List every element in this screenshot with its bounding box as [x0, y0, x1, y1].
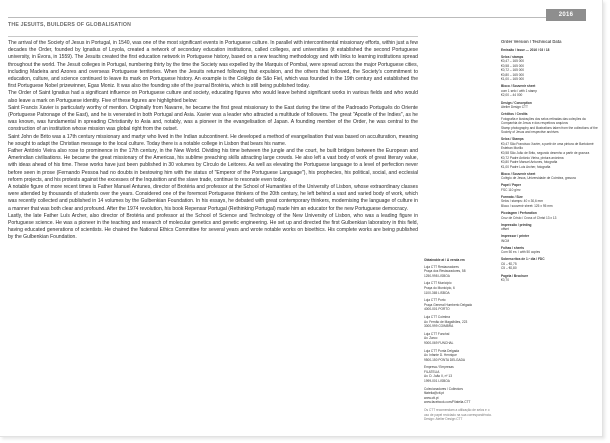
- main-article-text: [8, 40, 418, 435]
- body-paragraph: Saint John de Brito was a 17th century missionary and martyr who lived in the Indian subcontinent. He developed a method of evangelisation that was based on acculturation, meaning he sought to adapt the Christian message to the local culture. Today there is a notable college in Lisbon that bears his name.: [8, 133, 418, 147]
- contact-line: Av. Infante D. Henrique: [424, 353, 457, 358]
- technical-data-line: €0,47 São Francisco Xavier, a partir de uma pintura de Bartolomé Esteban Murillo: [501, 141, 594, 151]
- contact-block: [424, 387, 494, 405]
- technical-data-label: Selos / Stamps: [501, 137, 524, 142]
- technical-data-label: Impressão / printing: [501, 222, 532, 227]
- technical-data-line: Atelier Design CTT: [501, 105, 528, 110]
- contact-footer: Os CTT recomendam a utilização de selos e o uso de papel reciclado na sua correspondência. Design: Atelier Design CTT: [424, 408, 492, 422]
- body-paragraph: Saint Francis Xavier is particularly worthy of mention. Originally from Navarre, he became the first great missionary to the East during the time of the Padroado Português do Oriente (Portuguese Patronage of the East), and he is venerated in both Portugal and Asia. Xavier was a leader who attracted a multitude of followers. The great "Apostle of the Indies", as he was known, was fundamental in spreading Christianity to Asia and, notably, was a pioneer in the evangelisation of Japan. A founding member of the Order, he was central to the construction of an institution whose mission was global right from the outset.: [8, 104, 418, 133]
- technical-data-line: offset: [501, 227, 509, 232]
- technical-data-line: FSC 110 g/m²: [501, 187, 521, 192]
- technical-data-label: Design / Conception: [501, 100, 532, 105]
- contact-line: Loja CTT Funchal: [424, 331, 450, 336]
- body-paragraph: Lastly, the late Father Luís Archer, also director of Brotéria and professor at the School of Science and Technology of the New University of Lisbon, who was a leading figure in Portuguese science. He was a pioneer in the teaching and research of molecular genetics and genetic engineering. He set up and directed the first Gulbenkian laboratory in this field, having educated generations of scientists. He chaired the National Ethics Committee for several years and wrote notable works on bioethics. His complete works are being published by the Gulbenkian Foundation.: [8, 212, 418, 241]
- contact-line: 9500-150 PONTA DELGADA: [424, 357, 466, 362]
- technical-data-label: Bloco / Souvenir sheet: [501, 171, 536, 176]
- contact-line: Praça General Humberto Delgado: [424, 302, 473, 307]
- contact-line: Praça do Município, 6: [424, 285, 455, 290]
- contact-line: Praça dos Restauradores, 58: [424, 269, 466, 274]
- contact-block: [424, 265, 494, 279]
- contact-line: 1100-365 LISBOA: [424, 290, 450, 295]
- technical-data-label: Créditos / Credits: [501, 112, 528, 117]
- technical-data-line: Bloco / souvenir sheet: 125 x 95 mm: [501, 203, 553, 208]
- technical-data-line: €0,72 – 165 000: [501, 68, 525, 73]
- contact-line: Colecionadores / Collectors: [424, 386, 463, 391]
- body-paragraph: The Order of Saint Ignatius had a significant influence on Portuguese culture and society, educating figures who would leave behind significant works in various fields and who would also leave a mark on Portuguese identity. Five of these figures are highlighted below:: [8, 90, 418, 104]
- technical-data-column: [501, 40, 599, 435]
- technical-data-line: C6 – €0,75: [501, 261, 517, 266]
- contact-line: FILATELIA: [424, 369, 440, 374]
- technical-data-line: €0,47 – 165 000: [501, 59, 525, 64]
- technical-data-label: Formato / Size: [501, 194, 523, 199]
- contact-line: Av. Fernão de Magalhães, 223: [424, 319, 468, 324]
- technical-data-line: €1,00 – 165 000: [501, 77, 525, 82]
- contact-line: 4000-001 PORTO: [424, 307, 450, 312]
- contact-title: Obtainable at / À venda em: [424, 258, 465, 262]
- technical-data-label: Bloco / Souvenir sheet: [501, 84, 536, 89]
- technical-data-label: Folhas / sheets: [501, 245, 525, 250]
- technical-data-line: Com 50 ex. / with 50 copies: [501, 250, 541, 255]
- contact-line: 1999-001 LISBOA: [424, 379, 450, 384]
- technical-data-line: Fotografia e ilustrações dos selos retiradas das coleções da Companhia de Jesus e dos respetivos arquivos: [501, 116, 586, 126]
- technical-data-line: €0,72 Padre António Vieira, pintura anónima: [501, 155, 564, 160]
- year-tab: 2016: [546, 9, 586, 21]
- technical-data-label: Impressor / printer: [501, 234, 530, 239]
- technical-data-line: Colégio de Jesus, Universidade de Coimbra, gravura: [501, 176, 576, 181]
- contact-line: Av. D. João II, nº 13: [424, 374, 452, 379]
- contact-line: Empresa / Empresas: [424, 365, 454, 370]
- technical-data-line: Stamp photography and illustrations taken from the collections of the Society of Jesus and respective archives: [501, 125, 598, 135]
- technical-data-line: €2,00 – 44 000: [501, 93, 523, 98]
- contact-block: [424, 298, 494, 312]
- technical-data-line: INCM: [501, 238, 510, 243]
- contact-line: filatelia@ctt.pt: [424, 391, 445, 396]
- technical-data-line: Cruz de Cristo / Cross of Christ 13 x 13: [501, 215, 557, 220]
- contact-line: Loja CTT Porto: [424, 298, 446, 303]
- technical-data-line: €0,58 – 165 000: [501, 63, 525, 68]
- contact-block: [424, 281, 494, 295]
- technical-data-label: Sobrescritos de 1.º dia / FDC: [501, 257, 545, 262]
- section-heading: THE JESUITS, BUILDERS OF GLOBALISATION: [8, 22, 132, 28]
- contact-line: Loja CTT Restauradores: [424, 264, 459, 269]
- technical-data-label: Papel / Paper: [501, 183, 522, 188]
- technical-data-line: €0,58 São João de Brito, segundo desenho a partir de gravura: [501, 150, 590, 155]
- contact-line: www.facebook.com/Filatelia.CTT: [424, 400, 471, 405]
- technical-data-line: €0,80 Padre Manuel Antunes, fotografia: [501, 160, 558, 165]
- contact-block: [424, 365, 494, 383]
- contact-column: [424, 258, 494, 433]
- technical-data-label: Pagela / Brochure: [501, 273, 529, 278]
- heading-rule: [8, 36, 418, 37]
- contact-line: Loja CTT Município: [424, 281, 452, 286]
- contact-line: 9000-069 FUNCHAL: [424, 340, 454, 345]
- body-paragraph: A notable figure of more recent times is Father Manuel Antunes, director of Brotéria and professor at the School of Humanities of the University of Lisbon, whose extraordinary classes were attended by thousands of students over the years. Considered one of the foremost Portuguese thinkers of the 20th century, he left behind a vast and varied body of work, which was recently collected and published in 14 volumes by the Gulbenkian Foundation. In his essays, he debated with great contemporary thinkers, modernising the language of culture in a manner that was both clear and profound. After the 1974 revolution, his book Repensar Portugal (Rethinking Portugal) made him an educator for the new Portuguese democracy.: [8, 184, 418, 212]
- body-paragraph: The arrival of the Society of Jesus in Portugal, in 1540, was one of the most significant events in Portuguese culture. In parallel with intercontinental missionary efforts, within just a few decades the Order, founded by Ignatius of Loyola, created a network of secondary education institutions, called colleges, and universities (it established the second Portuguese university, in Évora, in 1559). The Jesuits created the first education network in Portuguese history, based on a new teaching methodology and with links to learning institutions spread throughout the world. The Jesuit colleges in Portugal, numbering thirty by the time the Society was expelled by the Marquis of Pombal, were spread across the major Portuguese cities, including Madeira and Azores and overseas Portuguese territories. When the Jesuits returned following that expulsion, and the others that followed, the Society's commitment to education, culture, and science continued to leave its mark on Portuguese history. An example is the Colégio de São Fiel, which was founded in the 19th century and established the first Portuguese Nobel prizewinner, Egas Moniz. It was also the founding site of the journal Brotéria, which is still being published today.: [8, 40, 418, 90]
- technical-data-line: com 1 selo / with 1 stamp: [501, 88, 537, 93]
- technical-data-title: Order Version / Technical Data: [501, 40, 562, 44]
- top-rule: [8, 17, 586, 18]
- contact-line: Loja CTT Ponta Delgada: [424, 348, 460, 353]
- contact-line: 1250-998 LISBOA: [424, 273, 450, 278]
- contact-block: [424, 332, 494, 346]
- body-paragraph: Father António Vieira also rose to prominence in the 17th century, in the New World. Dividing his time between the jungle and the court, he built bridges between the European and Amerindian civilisations. He became the great missionary of the Americas, his sublime preaching skills attracting large crowds. He also left a vast body of work of great literary value, with ideas ahead of his time. These works have just been published in 30 volumes by Círculo de Leitores. As well as elevating the Portuguese language to a level of perfection never before seen in prose (Fernando Pessoa had no doubts in bestowing him with the status of "Emperor of the Portuguese Language"), his prophecies, his political, social, and ecclesial reform projects, and his protests against the excesses of the Inquisition and the slave trade, continue to resonate even today.: [8, 148, 418, 183]
- contact-line: 3000-999 COIMBRA: [424, 324, 454, 329]
- technical-data-label: Picotagem / Perforation: [501, 211, 537, 215]
- technical-data-line: C5 – €0,80: [501, 266, 517, 271]
- technical-data-label: Emissão / Issue — 2016 / 03 / 18: [501, 47, 550, 52]
- contact-block: [424, 349, 494, 363]
- technical-data-line: €0,70: [501, 278, 509, 283]
- contact-line: Av. Zarco: [424, 336, 438, 341]
- technical-data-line: Selos / stamps: 40 x 30,6 mm: [501, 199, 543, 204]
- technical-data-line: €0,80 – 165 000: [501, 72, 525, 77]
- contact-block: [424, 315, 494, 329]
- technical-data-line: €1,00 Padre Luís Archer, fotografia: [501, 164, 551, 169]
- contact-line: www.ctt.pt: [424, 395, 439, 400]
- technical-data-label: Selos / stamps: [501, 54, 524, 59]
- contact-line: Loja CTT Coimbra: [424, 314, 450, 319]
